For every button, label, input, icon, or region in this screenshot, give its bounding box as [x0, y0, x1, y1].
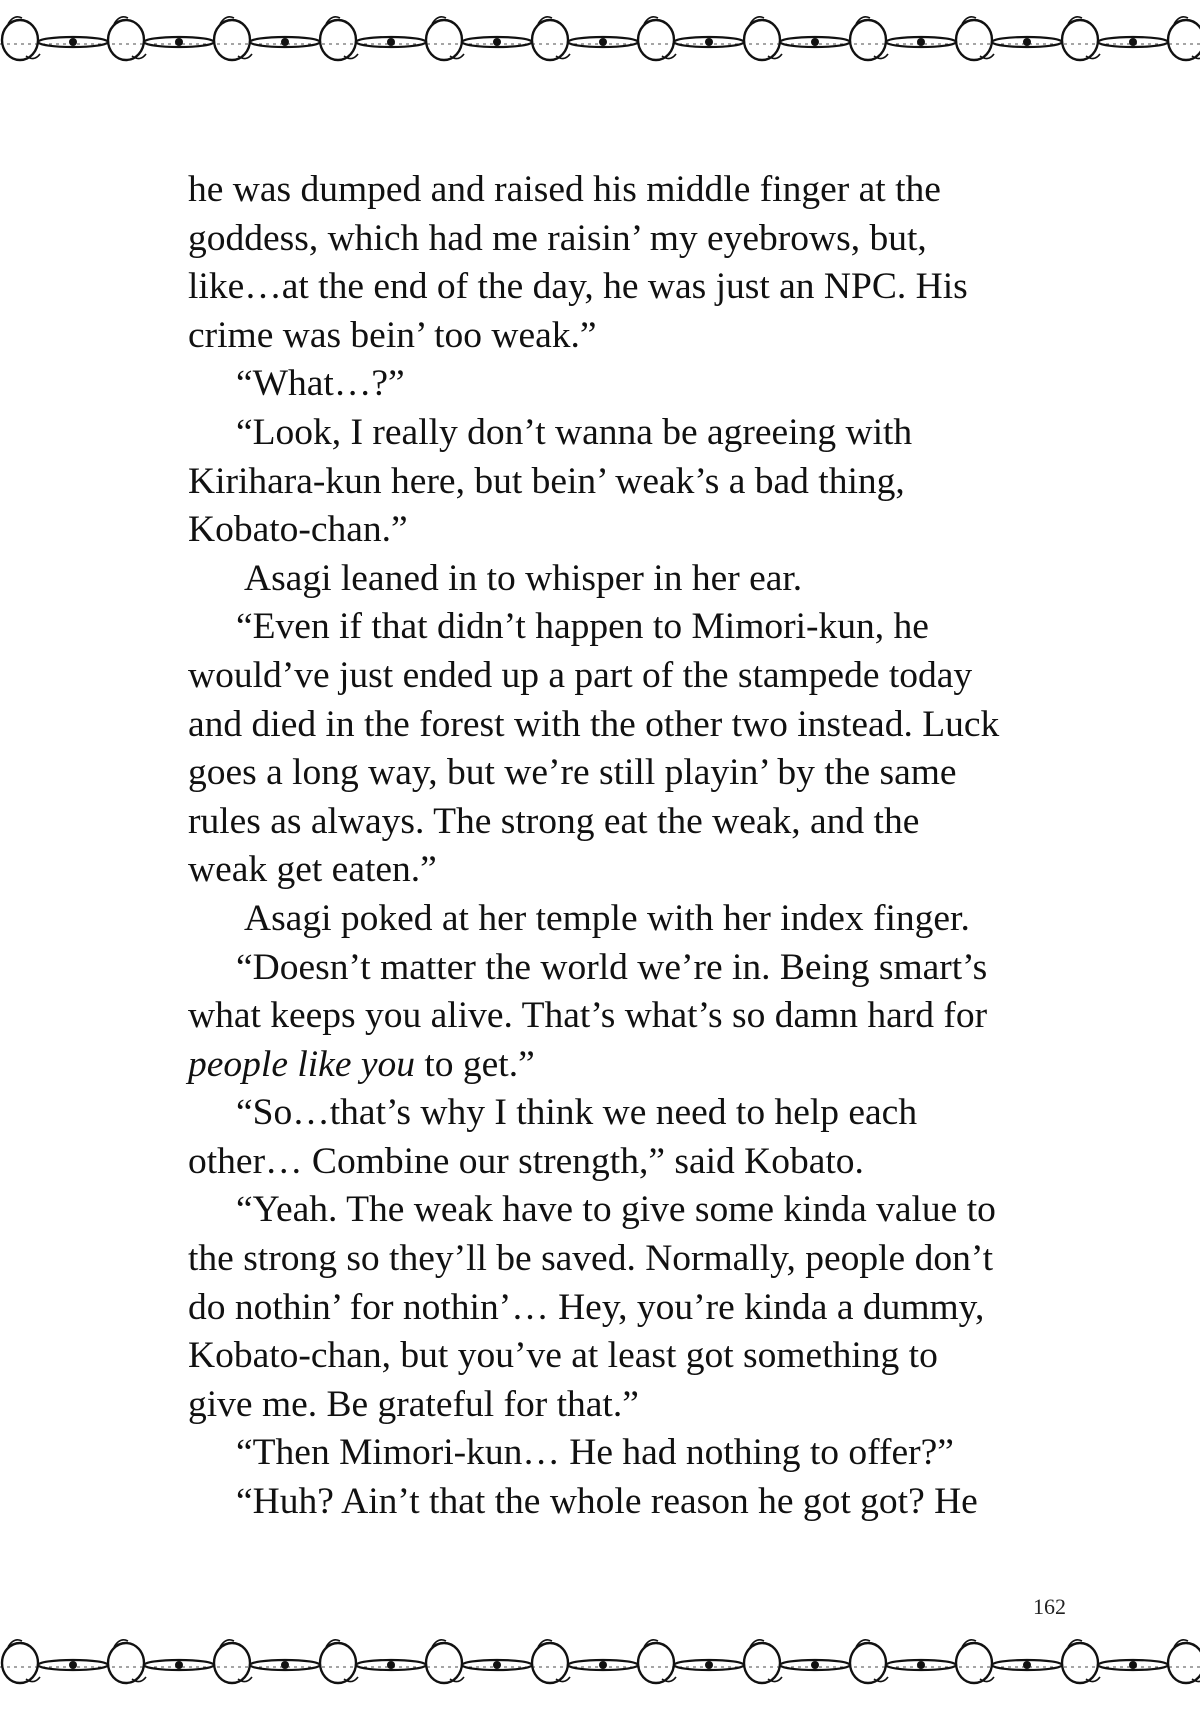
- chain-knot-icon: [917, 38, 925, 46]
- chain-ring-icon: [108, 20, 144, 60]
- chain-knot-icon: [1023, 1661, 1031, 1669]
- text-line: “So…that’s why I think we need to help each: [236, 1092, 918, 1134]
- chain-ring-icon: [850, 1643, 886, 1683]
- chain-ring-icon: [532, 1643, 568, 1683]
- chain-ring-icon: [956, 20, 992, 60]
- text-line: “Then Mimori-kun… He had nothing to offer?”: [236, 1432, 954, 1474]
- chain-knot-icon: [493, 38, 501, 46]
- text-line: would’ve just ended up a part of the stampede today: [188, 654, 973, 696]
- chain-ring-icon: [2, 1643, 38, 1683]
- chain-knot-icon: [1023, 38, 1031, 46]
- chain-ring-icon: [744, 20, 780, 60]
- chain-border-bottom-icon: [0, 1619, 1200, 1709]
- page-body-text: [188, 166, 1068, 1527]
- chain-ring-icon: [1168, 20, 1200, 60]
- chain-ring-icon: [956, 1643, 992, 1683]
- chain-ring-icon: [1168, 1643, 1200, 1683]
- chain-ring-icon: [638, 20, 674, 60]
- chain-knot-icon: [175, 38, 183, 46]
- text-line: goes a long way, but we’re still playin’ by the same: [188, 752, 957, 794]
- text-line: what keeps you alive. That’s what’s so damn hard for: [188, 995, 988, 1037]
- chain-knot-icon: [705, 38, 713, 46]
- text-line: goddess, which had me raisin’ my eyebrows, but,: [188, 217, 927, 259]
- chain-ring-icon: [1062, 1643, 1098, 1683]
- chain-knot-icon: [811, 1661, 819, 1669]
- chain-ring-icon: [1062, 20, 1098, 60]
- chain-ring-icon: [320, 1643, 356, 1683]
- chain-knot-icon: [705, 1661, 713, 1669]
- chain-ring-icon: [426, 20, 462, 60]
- page-number: 162: [1033, 1594, 1066, 1619]
- text-line: do nothin’ for nothin’… Hey, you’re kinda a dummy,: [188, 1286, 985, 1328]
- text-line: other… Combine our strength,” said Kobato.: [188, 1140, 864, 1182]
- chain-ring-icon: [320, 20, 356, 60]
- text-line: “Doesn’t matter the world we’re in. Being smart’s: [236, 946, 988, 988]
- chain-knot-icon: [281, 1661, 289, 1669]
- chain-border-top-icon: [0, 0, 1200, 90]
- chain-knot-icon: [69, 1661, 77, 1669]
- text-line: Kobato-chan, but you’ve at least got something to: [188, 1335, 938, 1377]
- chain-knot-icon: [917, 1661, 925, 1669]
- text-line: the strong so they’ll be saved. Normally, people don’t: [188, 1238, 994, 1280]
- chain-knot-icon: [599, 1661, 607, 1669]
- chain-knot-icon: [387, 1661, 395, 1669]
- chain-ring-icon: [108, 1643, 144, 1683]
- text-line: “Even if that didn’t happen to Mimori-kun, he: [236, 606, 929, 648]
- italic-emphasis: people like you: [188, 1043, 415, 1085]
- chain-knot-icon: [1129, 38, 1137, 46]
- text-line: people like you to get.”: [188, 1043, 535, 1085]
- text-line: rules as always. The strong eat the weak, and the: [188, 800, 920, 842]
- text-line: and died in the forest with the other two instead. Luck: [188, 703, 1000, 745]
- text-line: give me. Be grateful for that.”: [188, 1383, 639, 1425]
- text-line: Kobato-chan.”: [188, 509, 408, 551]
- chain-knot-icon: [811, 38, 819, 46]
- text-line: “What…?”: [236, 363, 405, 405]
- chain-knot-icon: [281, 38, 289, 46]
- chain-knot-icon: [1129, 1661, 1137, 1669]
- text-line: Asagi poked at her temple with her index finger.: [244, 897, 970, 939]
- chain-ring-icon: [532, 20, 568, 60]
- chain-knot-icon: [599, 38, 607, 46]
- chain-ring-icon: [214, 20, 250, 60]
- chain-knot-icon: [493, 1661, 501, 1669]
- text-line: crime was bein’ too weak.”: [188, 314, 597, 356]
- text-line: “Yeah. The weak have to give some kinda value to: [236, 1189, 996, 1231]
- chain-ring-icon: [214, 1643, 250, 1683]
- text-line: “Huh? Ain’t that the whole reason he got got? He: [236, 1481, 978, 1523]
- text-line: Asagi leaned in to whisper in her ear.: [244, 557, 803, 599]
- chain-ring-icon: [850, 20, 886, 60]
- text-line: like…at the end of the day, he was just an NPC. His: [188, 266, 968, 308]
- chain-knot-icon: [175, 1661, 183, 1669]
- chain-knot-icon: [69, 38, 77, 46]
- chain-knot-icon: [387, 38, 395, 46]
- chain-ring-icon: [744, 1643, 780, 1683]
- text-line: Kirihara-kun here, but bein’ weak’s a bad thing,: [188, 460, 905, 502]
- chain-ring-icon: [2, 20, 38, 60]
- text-line: “Look, I really don’t wanna be agreeing with: [236, 411, 913, 453]
- chain-ring-icon: [426, 1643, 462, 1683]
- text-line: weak get eaten.”: [188, 849, 437, 891]
- chain-ring-icon: [638, 1643, 674, 1683]
- text-line: he was dumped and raised his middle finger at the: [188, 169, 941, 210]
